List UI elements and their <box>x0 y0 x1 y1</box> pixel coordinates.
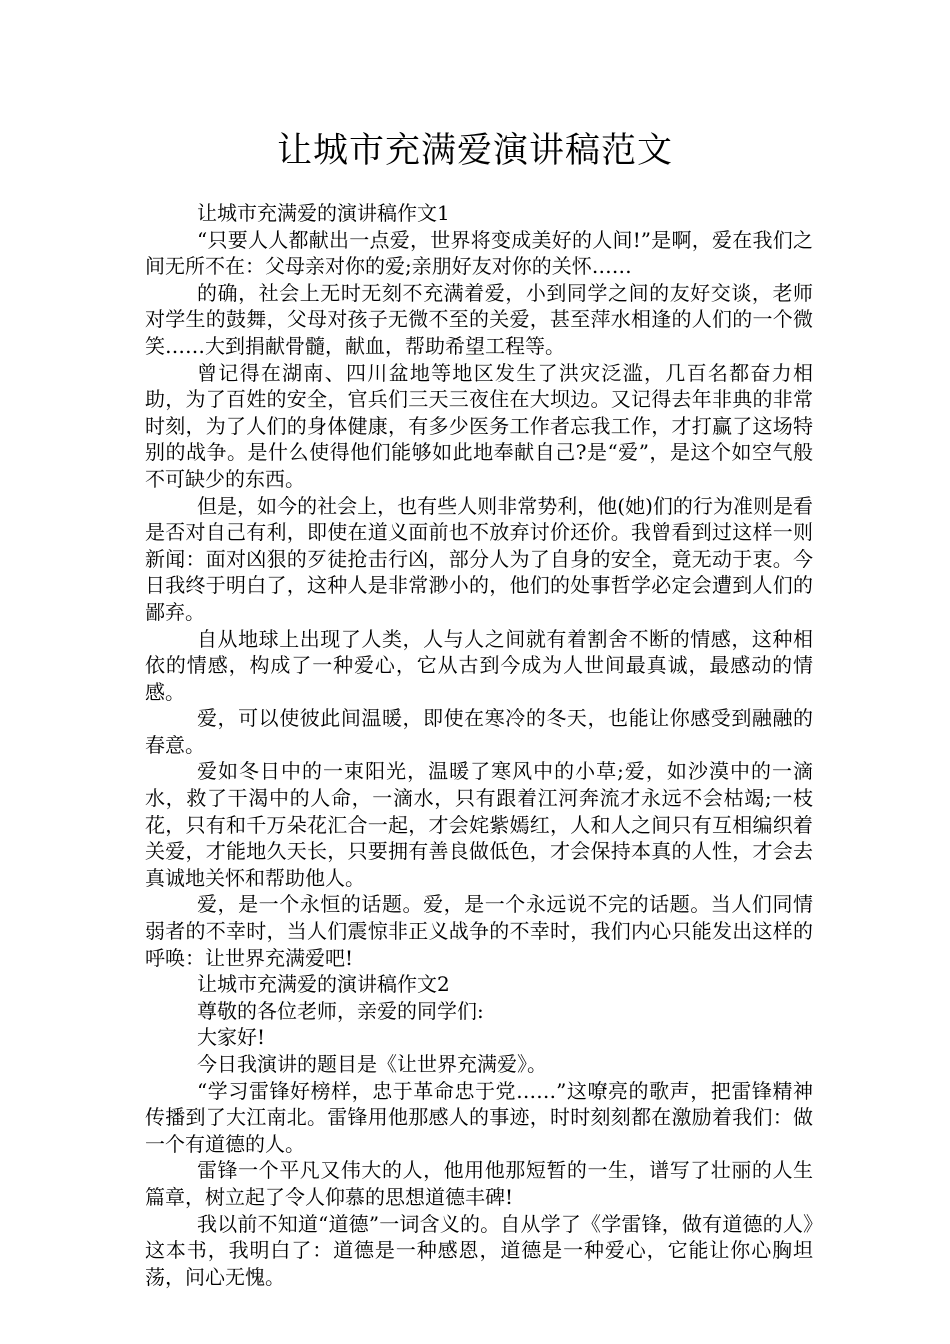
document-body <box>145 200 813 1290</box>
document-title: 让城市充满爱演讲稿范文 <box>276 131 673 171</box>
section-heading-1: 让城市充满爱的演讲稿作文1 <box>197 201 450 225</box>
paragraph: 今日我演讲的题目是《让世界充满爱》。 <box>197 1052 547 1076</box>
paragraph: 爱，可以使彼此间温暖，即使在寒冷的冬天，也能让你感受到融融的春意。 <box>145 706 813 757</box>
paragraph: 曾记得在湖南、四川盆地等地区发生了洪灾泛滥，几百名都奋力相助，为了百姓的安全，官兵们三天三夜住在大坝边。又记得去年非典的非常时刻，为了人们的身体健康，有多少医务工作者忘我工作，才打赢了这场特别的战争。是什么使得他们能够如此地奉献自己?是“爱”，是这个如空气般不可缺少的东西。 <box>145 360 813 491</box>
paragraph: 的确，社会上无时无刻不充满着爱，小到同学之间的友好交谈，老师对学生的鼓舞，父母对孩子无微不至的关爱，甚至萍水相逢的人们的一个微笑……大到捐献骨髓，献血，帮助希望工程等。 <box>145 280 813 358</box>
paragraph: “学习雷锋好榜样，忠于革命忠于党……”这嘹亮的歌声，把雷锋精神传播到了大江南北。雷锋用他那感人的事迹，时时刻刻都在激励着我们：做一个有道德的人。 <box>145 1078 813 1156</box>
paragraph: “只要人人都献出一点爱，世界将变成美好的人间!”是啊，爱在我们之间无所不在：父母亲对你的爱;亲朋好友对你的关怀…… <box>145 227 813 279</box>
paragraph: 但是，如今的社会上，也有些人则非常势利，他(她)们的行为准则是看是否对自己有利，即使在道义面前也不放弃讨价还价。我曾看到过这样一则新闻：面对凶狠的歹徒抢击行凶，部分人为了自身的安全，竟无动于衷。今日我终于明白了，这种人是非常渺小的，他们的处事哲学必定会遭到人们的鄙弃。 <box>145 493 813 624</box>
section-heading-2: 让城市充满爱的演讲稿作文2 <box>197 972 450 997</box>
paragraph: 爱，是一个永恒的话题。爱，是一个永远说不完的话题。当人们同情弱者的不幸时，当人们震惊非正义战争的不幸时，我们内心只能发出这样的呼唤：让世界充满爱吧! <box>145 892 813 970</box>
paragraph: 雷锋一个平凡又伟大的人，他用他那短暂的一生，谱写了壮丽的人生篇章，树立起了令人仰慕的思想道德丰碑! <box>145 1158 813 1209</box>
salutation: 尊敬的各位老师，亲爱的同学们: <box>197 998 484 1023</box>
paragraph: 自从地球上出现了人类，人与人之间就有着割舍不断的情感，这种相依的情感，构成了一种爱心，它从古到今成为人世间最真诚，最感动的情感。 <box>145 626 813 704</box>
paragraph: 爱如冬日中的一束阳光，温暖了寒风中的小草;爱，如沙漠中的一滴水，救了干渴中的人命，一滴水，只有跟着江河奔流才永远不会枯竭;一枝花，只有和千万朵花汇合一起，才会姹紫嫣红，人和人之间只有互相编织着关爱，才能地久天长，只要拥有善良做低色，才会保持本真的人性，才会去真诚地关怀和帮助他人。 <box>145 759 813 890</box>
greeting: 大家好! <box>197 1025 266 1050</box>
paragraph: 我以前不知道“道德”一词含义的。自从学了《学雷锋，做有道德的人》这本书，我明白了：道德是一种感恩，道德是一种爱心，它能让你心胸坦荡，问心无愧。 <box>145 1211 813 1289</box>
